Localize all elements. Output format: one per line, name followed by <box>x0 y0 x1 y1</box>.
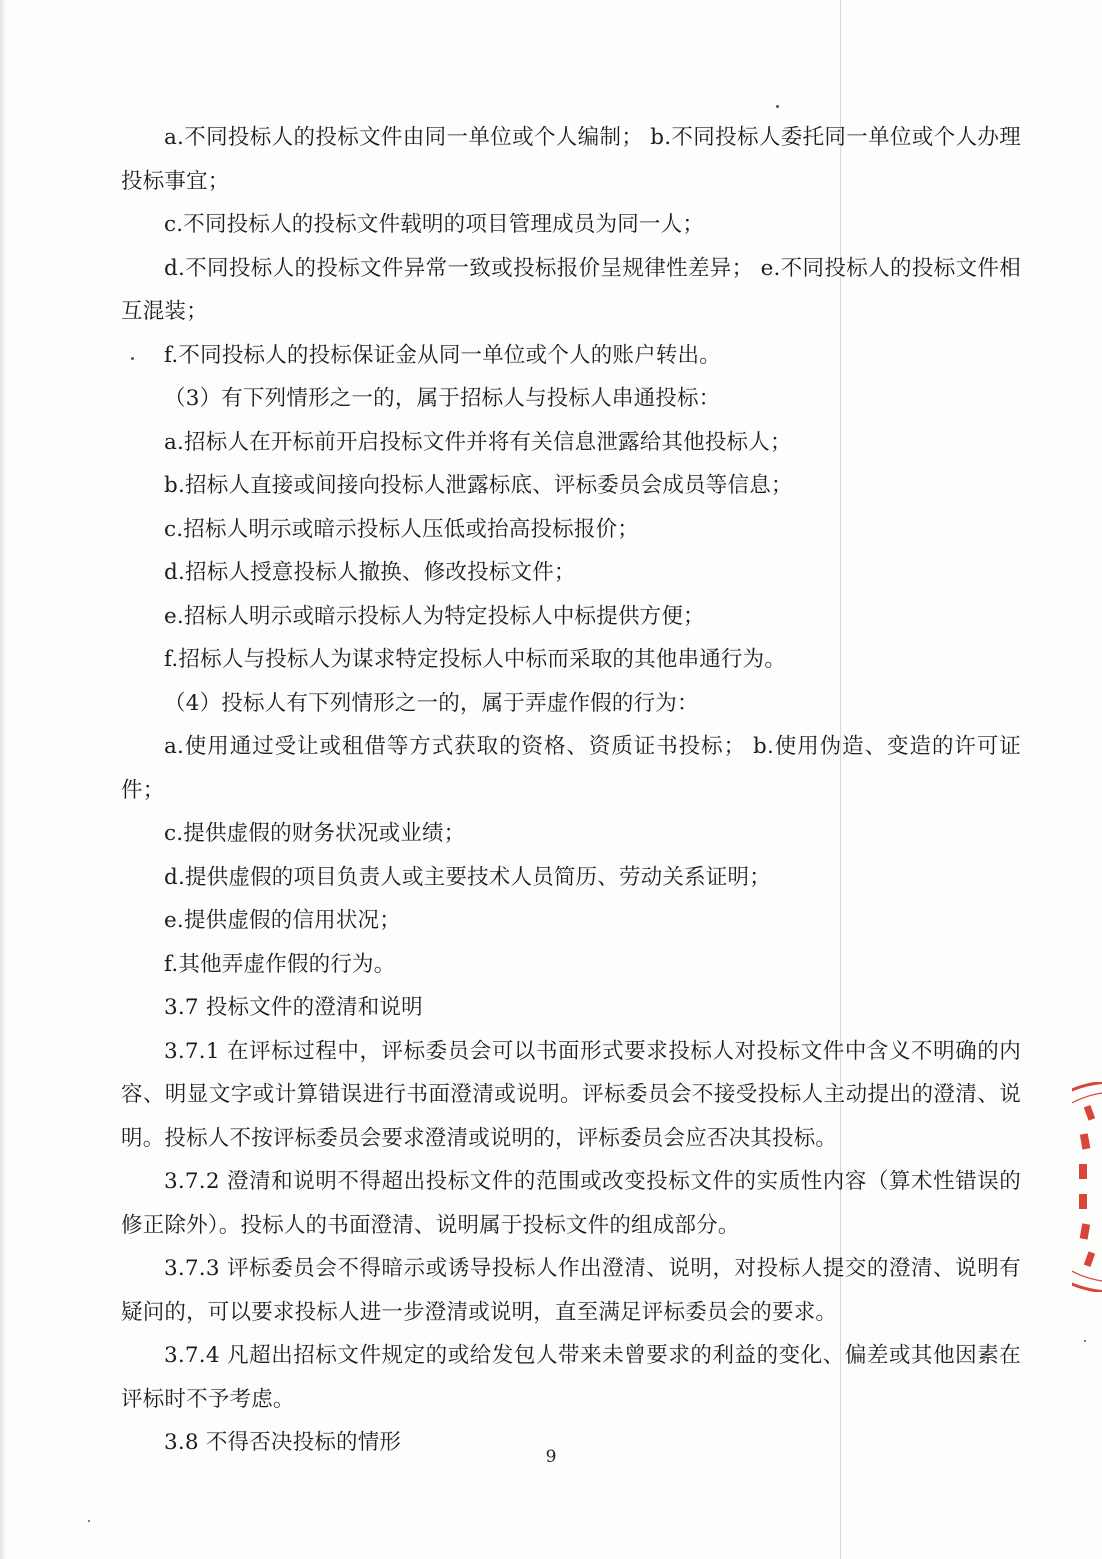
paragraph-3-7-3: 3.7.3 评标委员会不得暗示或诱导投标人作出澄清、说明，对投标人提交的澄清、说明有疑问的，可以要求投标人进一步澄清或说明，直至满足评标委员会的要求。 <box>121 1256 1021 1325</box>
scan-speck <box>776 105 779 108</box>
seal-stamp <box>1072 1082 1102 1292</box>
paragraph-3-7-4: 3.7.4 凡超出招标文件规定的或给发包人带来未曾要求的利益的变化、偏差或其他因素在评标时不予考虑。 <box>121 1343 1021 1412</box>
scan-edge-shadow <box>0 0 6 1559</box>
paragraph-clause-4: （4）投标人有下列情形之一的，属于弄虚作假的行为： <box>164 690 699 716</box>
paragraph-3-7-2: 3.7.2 澄清和说明不得超出投标文件的范围或改变投标文件的实质性内容（算术性错误的修正除外）。投标人的书面澄清、说明属于投标文件的组成部分。 <box>121 1169 1021 1238</box>
paragraph-clause-3-c: c.招标人明示或暗示投标人压低或抬高投标报价； <box>164 516 639 542</box>
paragraph-clause-3: （3）有下列情形之一的，属于招标人与投标人串通投标： <box>164 386 721 411</box>
paragraph-clause-4-d: d.提供虚假的项目负责人或主要技术人员简历、劳动关系证明； <box>164 864 771 890</box>
paragraph-collusion-c: c.不同投标人的投标文件载明的项目管理成员为同一人； <box>164 212 705 237</box>
section-heading-3-8: 3.8 不得否决投标的情形 <box>164 1430 402 1455</box>
paragraph-clause-4-e: e.提供虚假的信用状况； <box>164 908 401 933</box>
scan-speck <box>1084 1340 1086 1342</box>
paragraph-clause-3-f: f.招标人与投标人为谋求特定投标人中标而采取的其他串通行为。 <box>164 647 787 672</box>
paragraph-clause-4-c: c.提供虚假的财务状况或业绩； <box>164 821 466 846</box>
scan-speck <box>131 357 134 360</box>
paragraph-collusion-f: f.不同投标人的投标保证金从同一单位或个人的账户转出。 <box>164 342 721 368</box>
paragraph-clause-4-f: f.其他弄虚作假的行为。 <box>164 951 396 977</box>
paragraph-clause-3-a: a.招标人在开标前开启投标文件并将有关信息泄露给其他投标人； <box>164 429 792 455</box>
paragraph-3-7-1: 3.7.1 在评标过程中，评标委员会可以书面形式要求投标人对投标文件中含义不明确的内容、明显文字或计算错误进行书面澄清或说明。评标委员会不接受投标人主动提出的澄清、说明。投标人不按评标委员会要求澄清或说明的，评标委员会应否决其投标。 <box>121 1038 1021 1151</box>
paragraph-clause-3-d: d.招标人授意投标人撤换、修改投标文件； <box>164 560 576 585</box>
paragraph-collusion-d-e: d.不同投标人的投标文件异常一致或投标报价呈规律性差异； e.不同投标人的投标文件相互混装； <box>121 255 1021 324</box>
page-number: 9 <box>545 1447 557 1467</box>
paragraph-collusion-a-b: a.不同投标人的投标文件由同一单位或个人编制； b.不同投标人委托同一单位或个人办理投标事宜； <box>121 125 1021 194</box>
section-heading-3-7: 3.7 投标文件的澄清和说明 <box>164 995 423 1020</box>
paragraph-clause-3-b: b.招标人直接或间接向投标人泄露标底、评标委员会成员等信息； <box>164 473 793 498</box>
body-text <box>121 116 1021 1465</box>
paragraph-clause-4-a-b: a.使用通过受让或租借等方式获取的资格、资质证书投标； b.使用伪造、变造的许可证件； <box>121 734 1021 803</box>
paragraph-clause-3-e: e.招标人明示或暗示投标人为特定投标人中标提供方便； <box>164 603 705 629</box>
scan-speck <box>88 1520 90 1522</box>
